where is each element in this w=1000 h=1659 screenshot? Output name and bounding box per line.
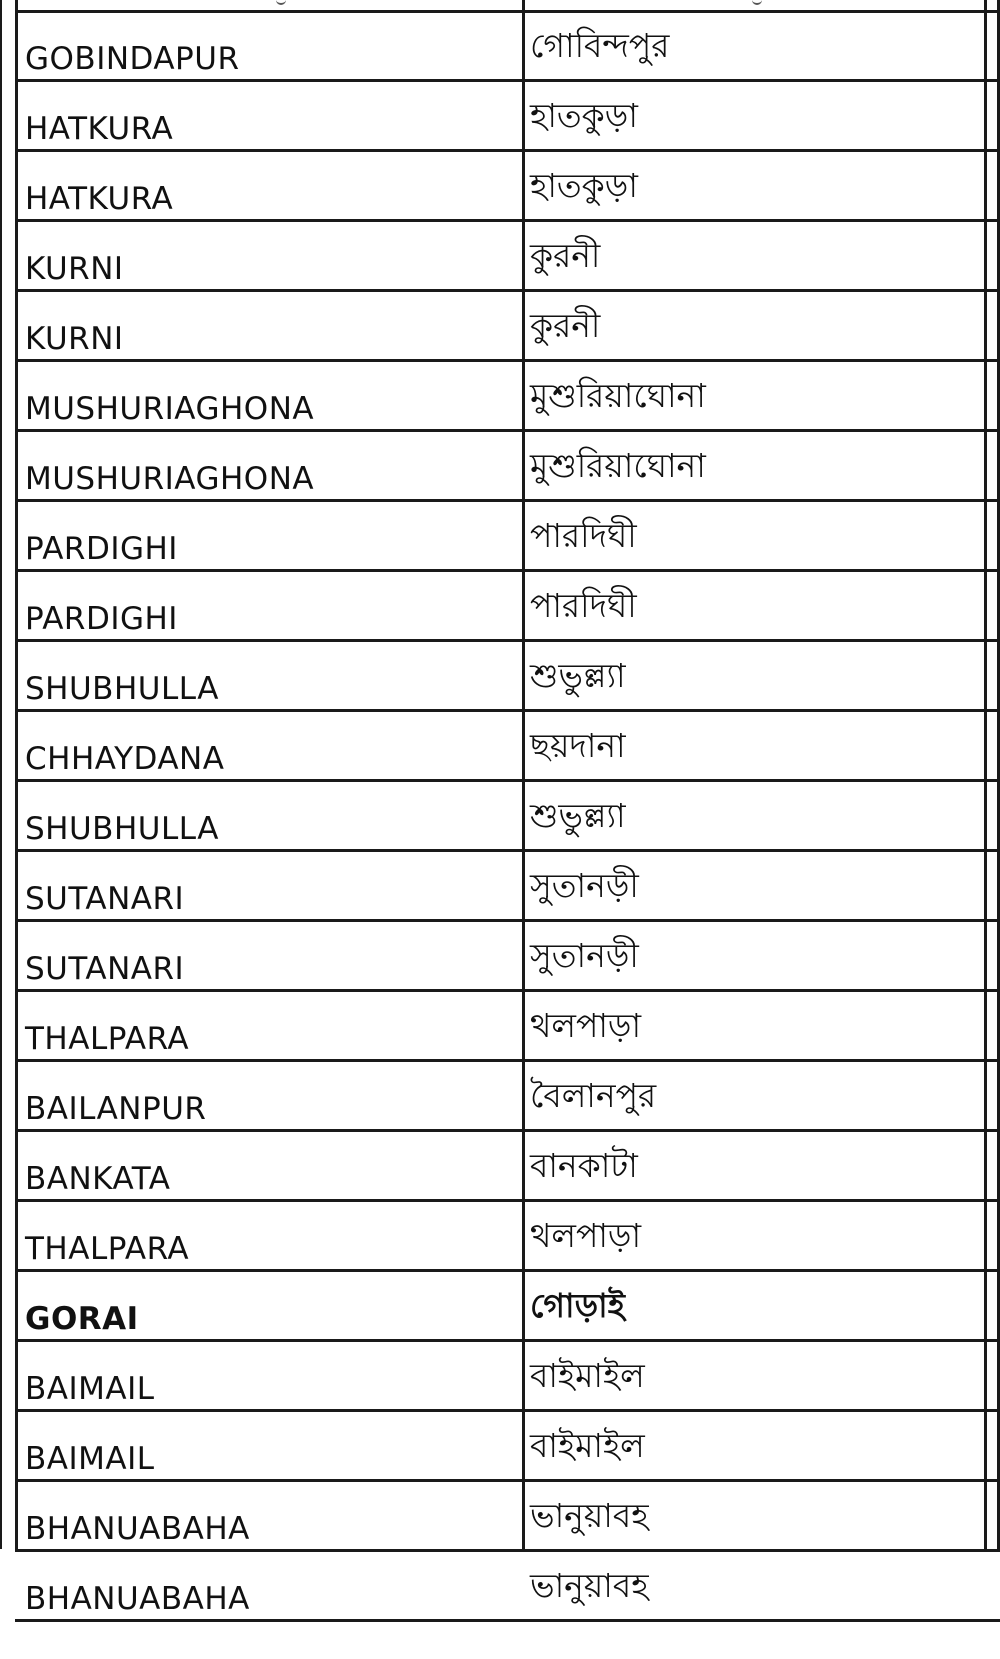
table-row bbox=[15, 292, 1000, 362]
english-name-cell[interactable]: MUSHURIAGHONA bbox=[25, 391, 315, 427]
table-row bbox=[15, 1552, 1000, 1622]
table-row bbox=[15, 1342, 1000, 1412]
bengali-name-cell[interactable]: সুতানড়ী bbox=[530, 866, 639, 905]
table-row bbox=[15, 1482, 1000, 1552]
table-row bbox=[15, 1062, 1000, 1132]
english-name-cell[interactable]: BANKATA bbox=[25, 1161, 171, 1197]
bengali-name-cell[interactable]: বাইমাইল bbox=[530, 1426, 645, 1465]
english-name-cell[interactable]: PARDIGHI bbox=[25, 531, 178, 567]
english-name-cell[interactable]: SHUBHULLA bbox=[25, 671, 219, 707]
table-row bbox=[15, 642, 1000, 712]
bengali-name-cell[interactable]: ভানুয়াবহ bbox=[530, 1566, 649, 1605]
table-row bbox=[15, 222, 1000, 292]
grid-line-edge-left bbox=[0, 0, 2, 1549]
table-row bbox=[15, 1132, 1000, 1202]
english-name-cell[interactable]: GOBINDAPUR bbox=[25, 41, 240, 77]
english-name-cell[interactable]: GORAI bbox=[25, 1301, 139, 1337]
table-row bbox=[15, 152, 1000, 222]
bengali-name-cell[interactable]: শুভুল্ল্যা bbox=[530, 796, 626, 835]
table-row bbox=[15, 992, 1000, 1062]
table-row bbox=[15, 502, 1000, 572]
english-name-cell[interactable]: PARDIGHI bbox=[25, 601, 178, 637]
english-name-cell[interactable]: HATKURA bbox=[25, 181, 174, 217]
english-name-cell[interactable]: THALPARA bbox=[25, 1231, 190, 1267]
bengali-name-cell[interactable]: সুতানড়ী bbox=[530, 936, 639, 975]
english-name-cell[interactable]: CHHAYDANA bbox=[25, 741, 225, 777]
english-name-cell[interactable]: BHANUABAHA bbox=[25, 1581, 250, 1617]
bengali-name-cell[interactable]: বানকাটা bbox=[530, 1146, 638, 1185]
english-name-cell[interactable]: BAIMAIL bbox=[25, 1441, 155, 1477]
bengali-name-cell[interactable]: কুরনী bbox=[530, 306, 601, 345]
bengali-name-cell[interactable]: বাইমাইল bbox=[530, 1356, 645, 1395]
bengali-name-cell[interactable]: মুশুরিয়াঘোনা bbox=[530, 446, 706, 485]
english-name-cell[interactable]: MUSHURIAGHONA bbox=[25, 461, 315, 497]
english-name-cell[interactable]: KURNI bbox=[25, 251, 124, 287]
table-row bbox=[15, 572, 1000, 642]
table-row bbox=[15, 82, 1000, 152]
english-name-cell[interactable]: SUTANARI bbox=[25, 881, 185, 917]
bengali-name-cell[interactable]: পারদিঘী bbox=[530, 586, 637, 625]
table-row bbox=[15, 782, 1000, 852]
bengali-name-cell[interactable]: মুশুরিয়াঘোনা bbox=[530, 376, 706, 415]
table-row bbox=[15, 362, 1000, 432]
table-row bbox=[15, 922, 1000, 992]
bengali-name-cell[interactable]: পারদিঘী bbox=[530, 516, 637, 555]
header-fragment-right bbox=[752, 0, 762, 5]
table-row bbox=[15, 432, 1000, 502]
bengali-name-cell[interactable]: হাতকুড়া bbox=[530, 96, 638, 135]
english-name-cell[interactable]: SHUBHULLA bbox=[25, 811, 219, 847]
english-name-cell[interactable]: BHANUABAHA bbox=[25, 1511, 250, 1547]
bengali-name-cell[interactable]: বৈলানপুর bbox=[530, 1076, 657, 1115]
bengali-name-cell[interactable]: হাতকুড়া bbox=[530, 166, 638, 205]
english-name-cell[interactable]: KURNI bbox=[25, 321, 124, 357]
header-fragment-left bbox=[276, 0, 286, 5]
bengali-name-cell[interactable]: গোড়াই bbox=[530, 1286, 625, 1325]
table-row bbox=[15, 1272, 1000, 1342]
table-row bbox=[15, 1412, 1000, 1482]
table-row bbox=[15, 12, 1000, 82]
bengali-name-cell[interactable]: কুরনী bbox=[530, 236, 601, 275]
bengali-name-cell[interactable]: শুভুল্ল্যা bbox=[530, 656, 626, 695]
bengali-name-cell[interactable]: গোবিন্দপুর bbox=[530, 26, 670, 65]
bengali-name-cell[interactable]: ছয়দানা bbox=[530, 726, 626, 765]
english-name-cell[interactable]: THALPARA bbox=[25, 1021, 190, 1057]
english-name-cell[interactable]: BAIMAIL bbox=[25, 1371, 155, 1407]
bengali-name-cell[interactable]: থলপাড়া bbox=[530, 1006, 642, 1045]
english-name-cell[interactable]: SUTANARI bbox=[25, 951, 185, 987]
english-name-cell[interactable]: HATKURA bbox=[25, 111, 174, 147]
village-name-table bbox=[15, 12, 1000, 1622]
table-row bbox=[15, 1202, 1000, 1272]
english-name-cell[interactable]: BAILANPUR bbox=[25, 1091, 207, 1127]
bengali-name-cell[interactable]: ভানুয়াবহ bbox=[530, 1496, 649, 1535]
table-row bbox=[15, 852, 1000, 922]
table-row bbox=[15, 712, 1000, 782]
bengali-name-cell[interactable]: থলপাড়া bbox=[530, 1216, 642, 1255]
